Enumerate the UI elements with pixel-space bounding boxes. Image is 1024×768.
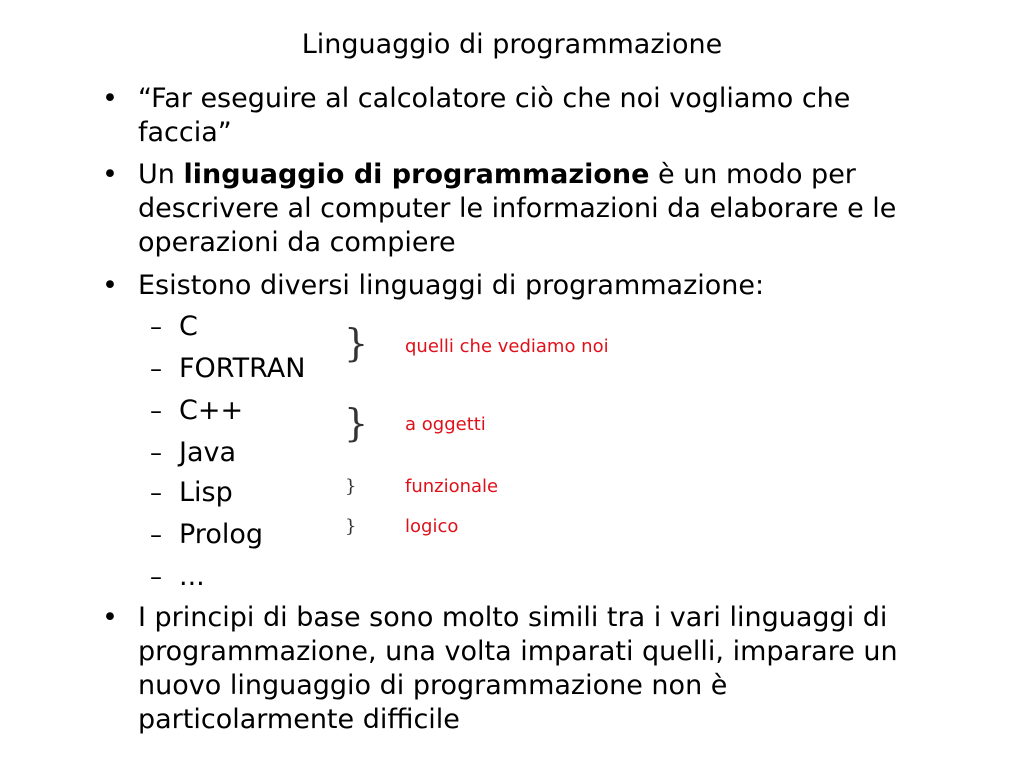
- bullet-text: I principi di base sono molto simili tra i vari linguaggi di programmazione, una volta imparati quelli, imparare un nuovo linguaggio di programmazione non è particolarmente difficile: [138, 602, 898, 735]
- sub-item-label: ...: [179, 561, 205, 592]
- brace-icon: }: [344, 401, 369, 445]
- annotation-logic: logico: [405, 516, 459, 537]
- dash-marker: –: [150, 397, 162, 425]
- bullet-marker: •: [102, 602, 118, 633]
- sub-item-label: Lisp: [179, 477, 233, 508]
- brace-icon: }: [345, 516, 357, 537]
- bullet-text-prefix: Un: [138, 159, 184, 190]
- sub-item-label: Prolog: [179, 519, 263, 550]
- bullet-text-suffix: è un modo per descrivere al computer le informazioni da elaborare e le operazioni da compiere: [138, 159, 897, 258]
- brace-icon: }: [344, 321, 369, 365]
- bullet-marker: •: [102, 159, 118, 190]
- dash-marker: –: [150, 355, 162, 383]
- sub-item-label: C: [179, 311, 198, 342]
- sub-item-label: FORTRAN: [179, 353, 306, 384]
- dash-marker: –: [150, 521, 162, 549]
- bullet-text: Esistono diversi linguaggi di programmazione:: [138, 270, 765, 301]
- annotation-procedural: quelli che vediamo noi: [405, 336, 609, 357]
- sub-item-label: C++: [179, 395, 244, 426]
- slide-title: Linguaggio di programmazione: [301, 29, 723, 60]
- dash-marker: –: [150, 313, 162, 341]
- bullet-text: [138, 158, 938, 260]
- annotation-functional: funzionale: [405, 476, 499, 497]
- annotation-object-oriented: a oggetti: [405, 414, 486, 435]
- bullet-marker: •: [102, 270, 118, 301]
- sub-item-label: Java: [179, 437, 237, 468]
- dash-marker: –: [150, 439, 162, 467]
- dash-marker: –: [150, 479, 162, 507]
- brace-icon: }: [345, 476, 357, 497]
- bold-term: linguaggio di programmazione: [183, 159, 650, 190]
- bullet-marker: •: [102, 83, 118, 114]
- bullet-text: “Far eseguire al calcolatore ciò che noi vogliamo che faccia”: [138, 83, 851, 148]
- dash-marker: –: [150, 563, 162, 591]
